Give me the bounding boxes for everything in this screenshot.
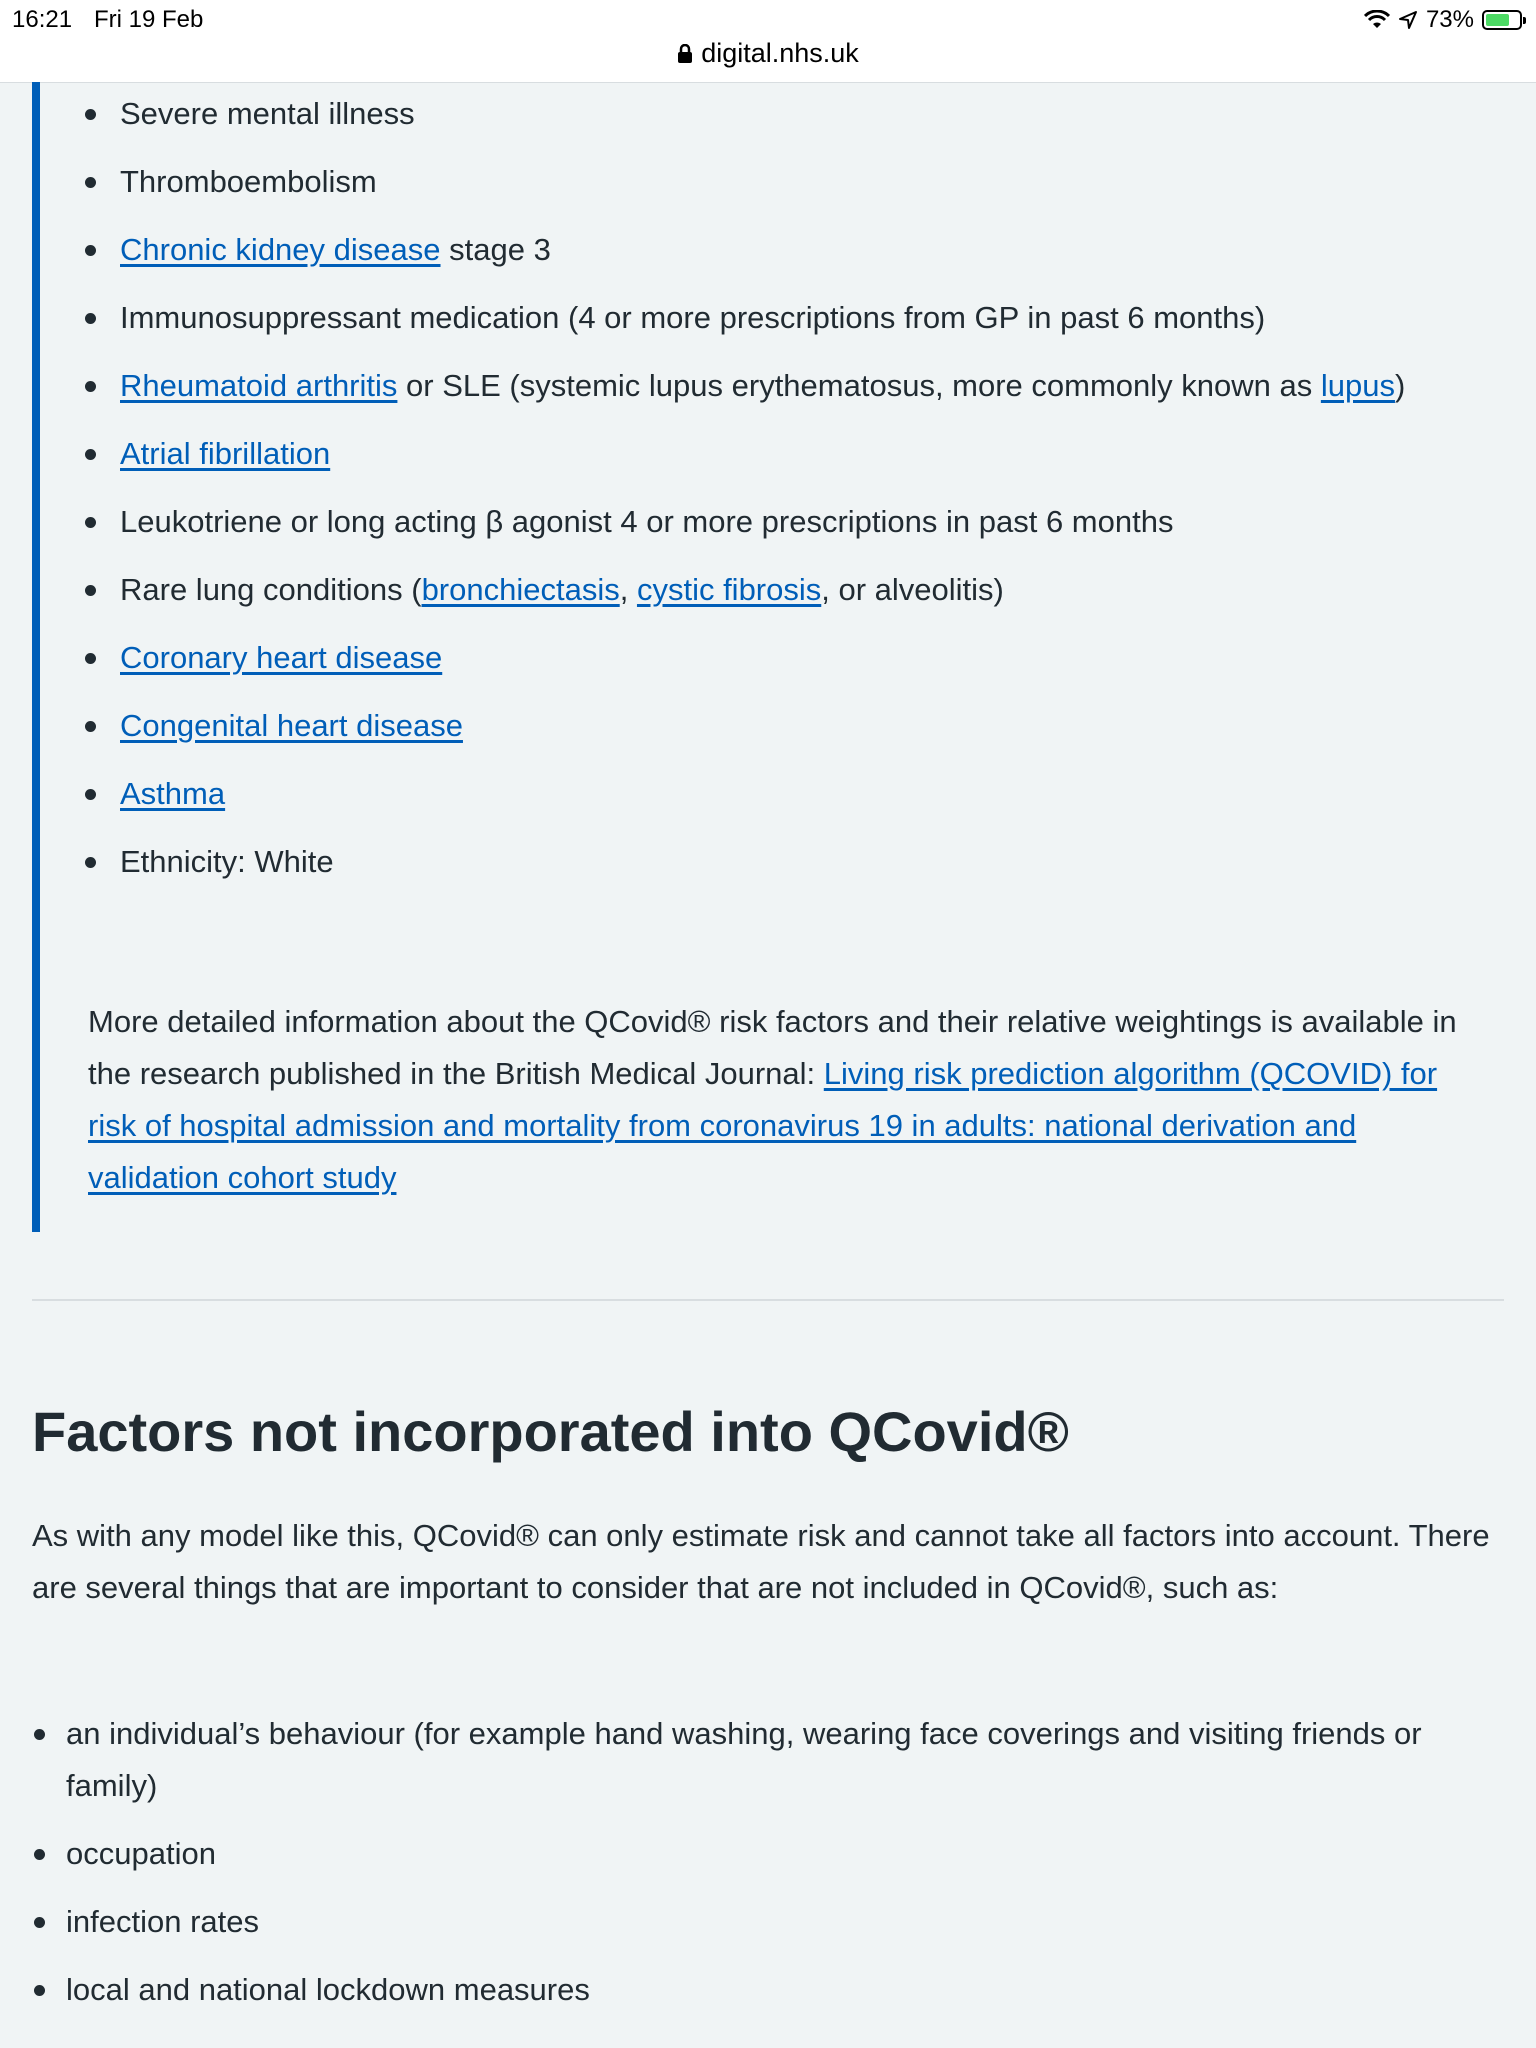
research-paragraph xyxy=(88,996,1468,1204)
risk-text: Rare lung conditions ( xyxy=(120,572,422,607)
factors-not-included-list xyxy=(32,1708,1502,2032)
risk-text: Immunosuppressant medication (4 or more prescriptions from GP in past 6 months) xyxy=(120,300,1266,335)
wifi-icon xyxy=(1364,10,1390,30)
risk-factors-list xyxy=(80,88,1460,904)
risk-list-item xyxy=(80,292,1460,344)
risk-list-item xyxy=(80,360,1460,412)
risk-link[interactable]: Coronary heart disease xyxy=(120,640,443,675)
risk-link[interactable]: lupus xyxy=(1320,368,1395,403)
battery-level xyxy=(1486,14,1509,26)
risk-link[interactable]: cystic fibrosis xyxy=(636,572,822,607)
status-time: 16:21 xyxy=(12,6,73,33)
risk-text: or SLE (systemic lupus erythematosus, more commonly known as xyxy=(397,368,1321,403)
risk-list-item xyxy=(80,564,1460,616)
battery-percent: 73% xyxy=(1425,6,1474,33)
risk-list-item xyxy=(80,496,1460,548)
battery-icon xyxy=(1482,10,1522,30)
url-text: digital.nhs.uk xyxy=(701,38,859,68)
factor-list-item: occupation xyxy=(32,1828,1502,1880)
risk-link[interactable]: Atrial fibrillation xyxy=(120,436,331,471)
risk-link[interactable]: Asthma xyxy=(120,776,226,811)
section-divider xyxy=(32,1299,1504,1301)
risk-list-item xyxy=(80,632,1460,684)
status-indicators xyxy=(1364,6,1522,34)
risk-list-item xyxy=(80,768,1460,820)
status-date: Fri 19 Feb xyxy=(94,6,204,33)
location-arrow-icon xyxy=(1398,10,1418,30)
risk-text: Ethnicity: White xyxy=(120,844,334,879)
risk-text: Severe mental illness xyxy=(120,96,415,131)
section-intro: As with any model like this, QCovid® can only estimate risk and cannot take all factors into account. There are several things that are important to consider that are not included in QCovid®, such as: xyxy=(32,1518,1490,1605)
risk-list-item xyxy=(80,156,1460,208)
risk-list-item xyxy=(80,88,1460,140)
risk-list-item xyxy=(80,224,1460,276)
risk-text: , xyxy=(619,572,637,607)
factor-list-item: local and national lockdown measures xyxy=(32,1964,1502,2016)
risk-text: Leukotriene or long acting β agonist 4 or more prescriptions in past 6 months xyxy=(120,504,1174,539)
factor-list-item: infection rates xyxy=(32,1896,1502,1948)
risk-list-item xyxy=(80,428,1460,480)
risk-text: ) xyxy=(1394,368,1406,403)
risk-link[interactable]: Rheumatoid arthritis xyxy=(120,368,398,403)
bmj-research-link[interactable]: Living risk prediction algorithm (QCOVID) for risk of hospital admission and mortality from coronavirus 19 in adults: national derivation and validation cohort study xyxy=(88,1056,1438,1195)
risk-link[interactable]: bronchiectasis xyxy=(421,572,620,607)
risk-link[interactable]: Congenital heart disease xyxy=(120,708,463,743)
risk-list-item xyxy=(80,836,1460,888)
lock-icon xyxy=(677,44,693,64)
risk-text: , or alveolitis) xyxy=(821,572,1004,607)
factor-list-item: an individual’s behaviour (for example hand washing, wearing face coverings and visiting friends or family) xyxy=(32,1708,1502,1812)
risk-text: Thromboembolism xyxy=(120,164,377,199)
status-bar xyxy=(0,0,1536,83)
section-heading: Factors not incorporated into QCovid® xyxy=(32,1400,1069,1463)
research-text: More detailed information about the QCovid® risk factors and their relative weightings is available in the research published in the British Medical Journal: xyxy=(88,1004,1457,1091)
address-bar[interactable] xyxy=(0,38,1536,69)
risk-text: stage 3 xyxy=(440,232,551,267)
risk-link[interactable]: Chronic kidney disease xyxy=(120,232,441,267)
risk-list-item xyxy=(80,700,1460,752)
